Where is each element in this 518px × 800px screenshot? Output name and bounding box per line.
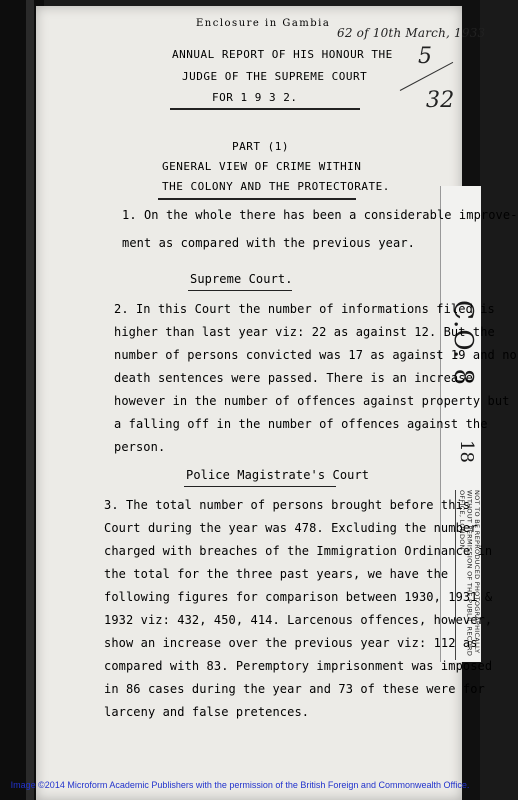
police-court-heading: Police Magistrate's Court — [186, 468, 370, 482]
section-heading-underline — [158, 198, 356, 200]
para3-line-8: compared with 83. Peremptory imprisonment was imposed — [104, 659, 493, 673]
section-heading-line-1: GENERAL VIEW OF CRIME WITHIN — [162, 160, 362, 173]
para2-line-5: however in the number of offences against property but — [114, 394, 510, 408]
para1-line-2: ment as compared with the previous year. — [122, 236, 415, 250]
para2-line-1: 2. In this Court the number of informations filed is — [114, 302, 495, 316]
archive-class-label: C.O. 8 — [448, 300, 478, 387]
para3-line-10: larceny and false pretences. — [104, 705, 310, 719]
section-heading-line-2: THE COLONY AND THE PROTECTORATE. — [162, 180, 390, 193]
archive-piece-number: 18 — [456, 440, 477, 463]
supreme-court-heading: Supreme Court. — [190, 272, 293, 286]
report-title-line-1: ANNUAL REPORT OF HIS HONOUR THE — [172, 48, 393, 61]
para2-line-7: person. — [114, 440, 166, 454]
para1-line-1: 1. On the whole there has been a considerable improve- — [122, 208, 518, 222]
para2-line-3: number of persons convicted was 17 as against 19 and no — [114, 348, 517, 362]
police-court-underline — [184, 486, 336, 487]
para3-line-7: show an increase over the previous year viz: 112 as — [104, 636, 478, 650]
para3-line-1: 3. The total number of persons brought before this — [104, 498, 471, 512]
para3-line-3: charged with breaches of the Immigration Ordinance in — [104, 544, 493, 558]
para3-line-4: the total for the three past years, we have the — [104, 567, 449, 581]
supreme-court-underline — [188, 290, 292, 291]
para3-line-5: following figures for comparison between 1930, 1931 & — [104, 590, 493, 604]
part-heading: PART (1) — [232, 140, 289, 153]
para3-line-9: in 86 cases during the year and 73 of these were for — [104, 682, 485, 696]
report-title-line-2: JUDGE OF THE SUPREME COURT — [182, 70, 368, 83]
handwritten-folio-32: 32 — [426, 88, 455, 113]
para3-line-2: Court during the year was 478. Excluding the number — [104, 521, 478, 535]
para3-line-6: 1932 viz: 432, 450, 414. Larcenous offences, however, — [104, 613, 493, 627]
enclosure-stamp: Enclosure in Gambia — [196, 18, 331, 29]
report-title-line-3: FOR 1 9 3 2. — [212, 91, 298, 104]
para2-line-4: death sentences were passed. There is an increase — [114, 371, 473, 385]
para2-line-6: a falling off in the number of offences against the — [114, 417, 488, 431]
handwritten-despatch-ref: 62 of 10th March, 1933 — [337, 26, 486, 40]
reproduction-permission-notice: NOT TO BE REPRODUCED PHOTOGRAPHICALLY WITHOUT PERMISSION OF THE PUBLIC RECORD OFFICE, LONDON — [455, 490, 480, 660]
title-underline — [170, 108, 360, 110]
para2-line-2: higher than last year viz: 22 as against 12. But the — [114, 325, 495, 339]
copyright-footer: Image ©2014 Microform Academic Publishers with the permission of the British Foreign and Commonwealth Office. — [10, 780, 470, 790]
handwritten-folio-5: 5 — [418, 44, 433, 69]
